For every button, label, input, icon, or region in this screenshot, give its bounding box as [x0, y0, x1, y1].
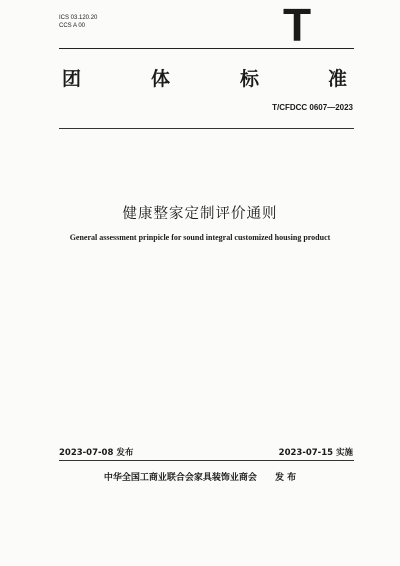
standard-code: T/CFDCC 0607—2023: [272, 103, 353, 112]
ics-code: ICS 03.120.20: [59, 15, 98, 21]
classification-codes: [59, 14, 97, 30]
title-chinese: 健康整家定制评价通则: [122, 206, 278, 222]
issuer-name: 中华全国工商业联合会家具装饰业商会: [103, 473, 257, 483]
standard-type: [62, 66, 354, 92]
standard-type-char-2: 体: [151, 68, 171, 90]
issuer: [0, 470, 400, 483]
implement-date: 2023-07-15 实施: [278, 448, 353, 458]
standard-type-char-3: 标: [240, 68, 260, 90]
issuer-action: 发 布: [274, 473, 297, 483]
standard-type-char-1: 团: [62, 68, 82, 90]
publish-date: 2023-07-08 发布: [59, 448, 134, 458]
standard-letter: T: [283, 0, 312, 51]
ccs-code: CCS A 00: [59, 23, 86, 29]
top-divider: [59, 48, 354, 49]
footer-divider: [59, 460, 354, 461]
header-divider: [59, 128, 354, 129]
standard-type-char-4: 准: [328, 68, 348, 90]
title-english: General assessment prinpicle for sound integral customized housing product: [69, 233, 331, 242]
